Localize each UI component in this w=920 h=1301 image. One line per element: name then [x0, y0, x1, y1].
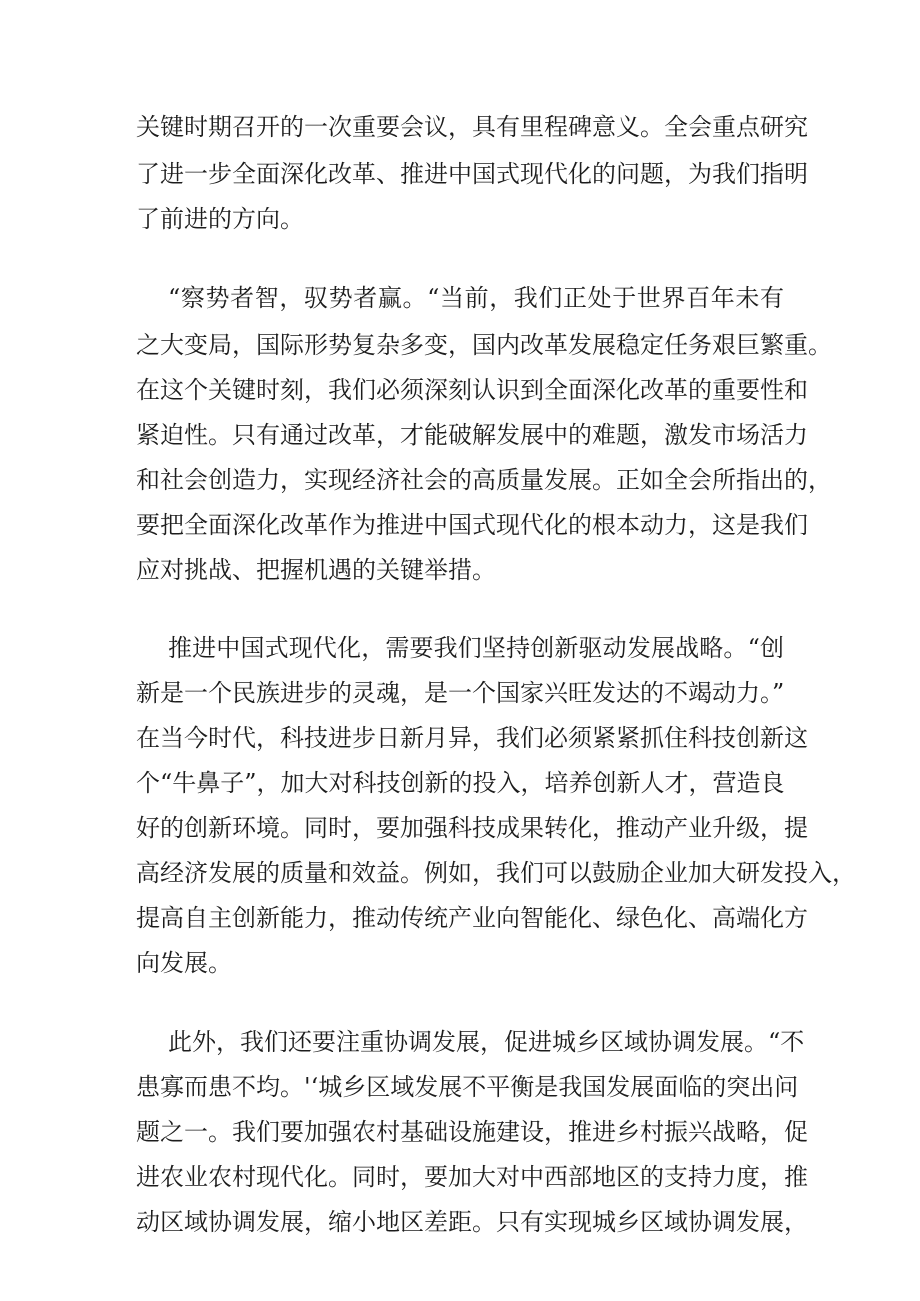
text-line: 了进一步全面深化改革、推进中国式现代化的问题，为我们指明 — [136, 160, 808, 188]
paragraph-first-line: 推进中国式现代化，需要我们坚持创新驱动发展战略。“创 — [168, 634, 784, 662]
text-line: 应对挑战、把握机遇的关键举措。 — [136, 556, 496, 584]
text-line: 新是一个民族进步的灵魂，是一个国家兴旺发达的不竭动力。” — [136, 679, 785, 707]
text-line: 关键时期召开的一次重要会议，具有里程碑意义。全会重点研究 — [136, 113, 808, 141]
text-line: 动区域协调发展，缩小地区差距。只有实现城乡区域协调发展， — [136, 1208, 808, 1236]
text-line: 了前进的方向。 — [136, 205, 304, 233]
text-line: 题之一。我们要加强农村基础设施建设，推进乡村振兴战略，促 — [136, 1118, 808, 1146]
text-line: 患寡而患不均。'‘城乡区域发展不平衡是我国发展面临的突出问 — [136, 1073, 799, 1101]
text-line: 在当今时代，科技进步日新月异，我们必须紧紧抓住科技创新这 — [136, 724, 808, 752]
text-line: 紧迫性。只有通过改革，才能破解发展中的难题，激发市场活力 — [136, 421, 808, 449]
text-line: 提高自主创新能力，推动传统产业向智能化、绿色化、高端化方 — [136, 904, 808, 932]
text-line: 个“牛鼻子”，加大对科技创新的投入，培养创新人才，营造良 — [136, 769, 785, 797]
paragraph-first-line: 此外，我们还要注重协调发展，促进城乡区域协调发展。“不 — [168, 1028, 805, 1056]
text-line: 和社会创造力，实现经济社会的高质量发展。正如全会所指出的， — [136, 466, 832, 494]
paragraph-first-line: “察势者智，驭势者赢。“当前，我们正处于世界百年未有 — [168, 284, 784, 312]
text-line: 之大变局，国际形势复杂多变，国内改革发展稳定任务艰巨繁重。 — [136, 331, 832, 359]
text-line: 要把全面深化改革作为推进中国式现代化的根本动力，这是我们 — [136, 511, 808, 539]
text-line: 向发展。 — [136, 949, 232, 977]
text-line: 好的创新环境。同时，要加强科技成果转化，推动产业升级，提 — [136, 814, 808, 842]
text-line: 进农业农村现代化。同时，要加大对中西部地区的支持力度，推 — [136, 1163, 808, 1191]
text-line: 高经济发展的质量和效益。例如，我们可以鼓励企业加大研发投入， — [136, 859, 856, 887]
text-line: 在这个关键时刻，我们必须深刻认识到全面深化改革的重要性和 — [136, 376, 808, 404]
